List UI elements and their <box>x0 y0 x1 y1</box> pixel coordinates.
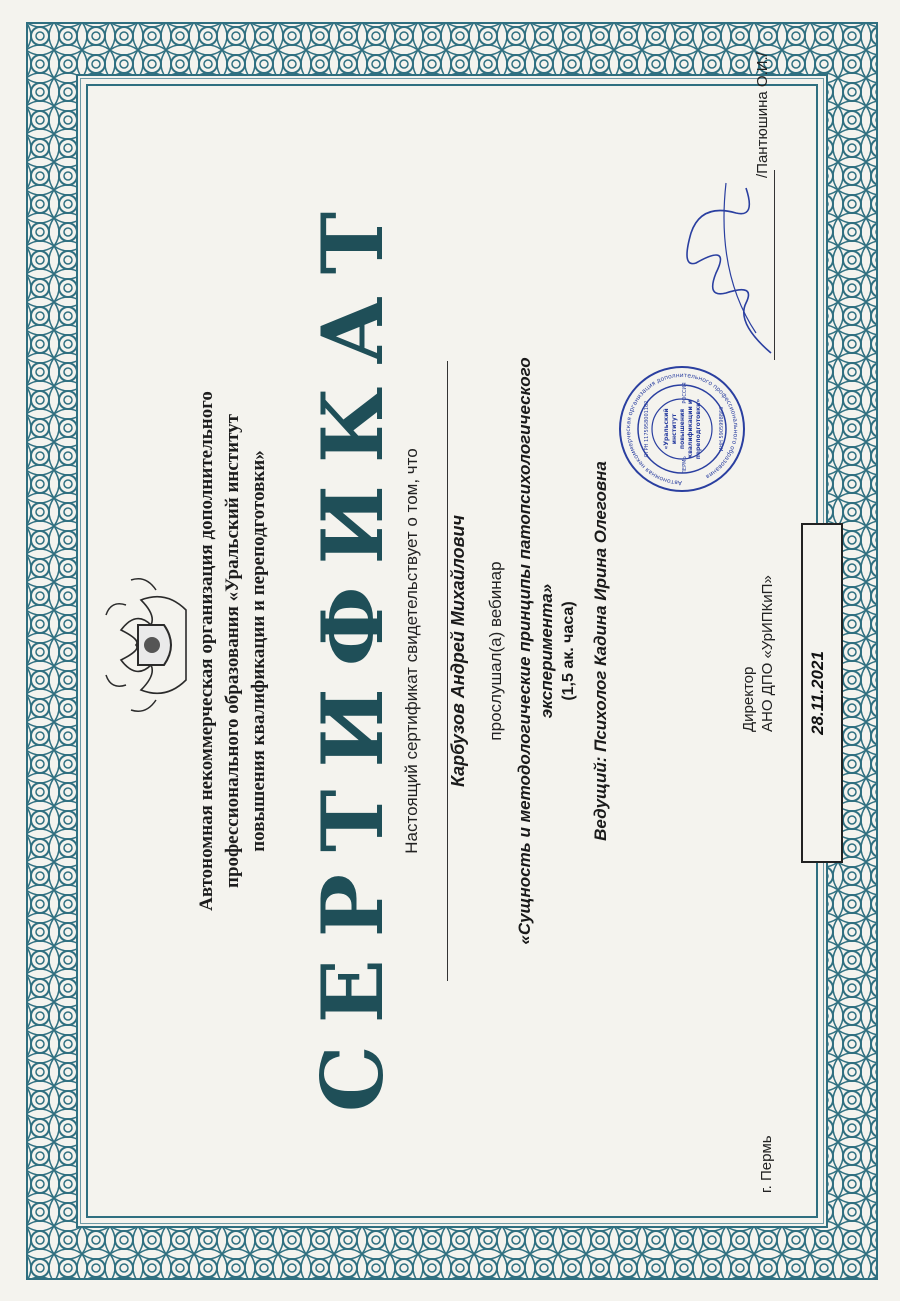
issue-date: 28.11.2021 <box>808 651 827 735</box>
seal-country: РОССИЯ <box>682 382 688 404</box>
org-line-2: профессионального образования «Уральский институт <box>222 414 243 888</box>
seal-inner-line-3: повышения <box>679 408 686 450</box>
seal-inner-line-5: переподготовки» <box>695 398 702 460</box>
org-line-3: повышения квалификации и переподготовки» <box>248 450 269 852</box>
seal-inner-line-1: «Уральский <box>663 408 670 450</box>
signer-name: /Пантюшина О.И./ <box>754 52 771 178</box>
organization-name <box>194 84 272 1218</box>
seal-ogrn: ОГРН 1175958001162 <box>644 400 650 458</box>
course-title <box>514 84 558 1218</box>
course-hours: (1,5 ак. часа) <box>560 601 577 701</box>
seal-outer-text: Автономная некоммерческая организация дополнительного профессионального образования <box>624 371 740 487</box>
seal-inner-line-4: квалификации и <box>687 400 694 458</box>
lecturer: Ведущий: Психолог Кадина Ирина Олеговна <box>591 461 610 841</box>
official-seal <box>618 365 746 493</box>
course-line-2: эксперимента» <box>537 583 556 719</box>
seal-inn: ИНН 5905998860 <box>719 406 725 452</box>
signature-line <box>774 170 775 360</box>
institute-emblem <box>96 570 196 720</box>
city: г. Пермь <box>758 1135 775 1193</box>
director-org: АНО ДПО «УрИПКиП» <box>759 575 776 732</box>
recipient-name: Карбузов Андрей Михайлович <box>448 515 468 787</box>
seal-city: ПЕРМЬ <box>682 456 688 474</box>
attended-text: прослушал(а) вебинар <box>486 561 505 741</box>
certificate-title: СЕРТИФИКАТ <box>303 189 402 1113</box>
course-line-1: «Сущность и методологические принципы патопсихологического <box>515 357 534 945</box>
org-line-1: Автономная некоммерческая организация дополнительного <box>196 391 217 911</box>
director-title: Директор <box>740 666 757 732</box>
certificate-content <box>86 52 827 1218</box>
handwritten-signature <box>676 173 776 363</box>
director-block <box>739 575 777 732</box>
intro-text: Настоящий сертификат свидетельствует о том, что <box>402 448 421 854</box>
seal-inner-line-2: институт <box>671 413 678 445</box>
